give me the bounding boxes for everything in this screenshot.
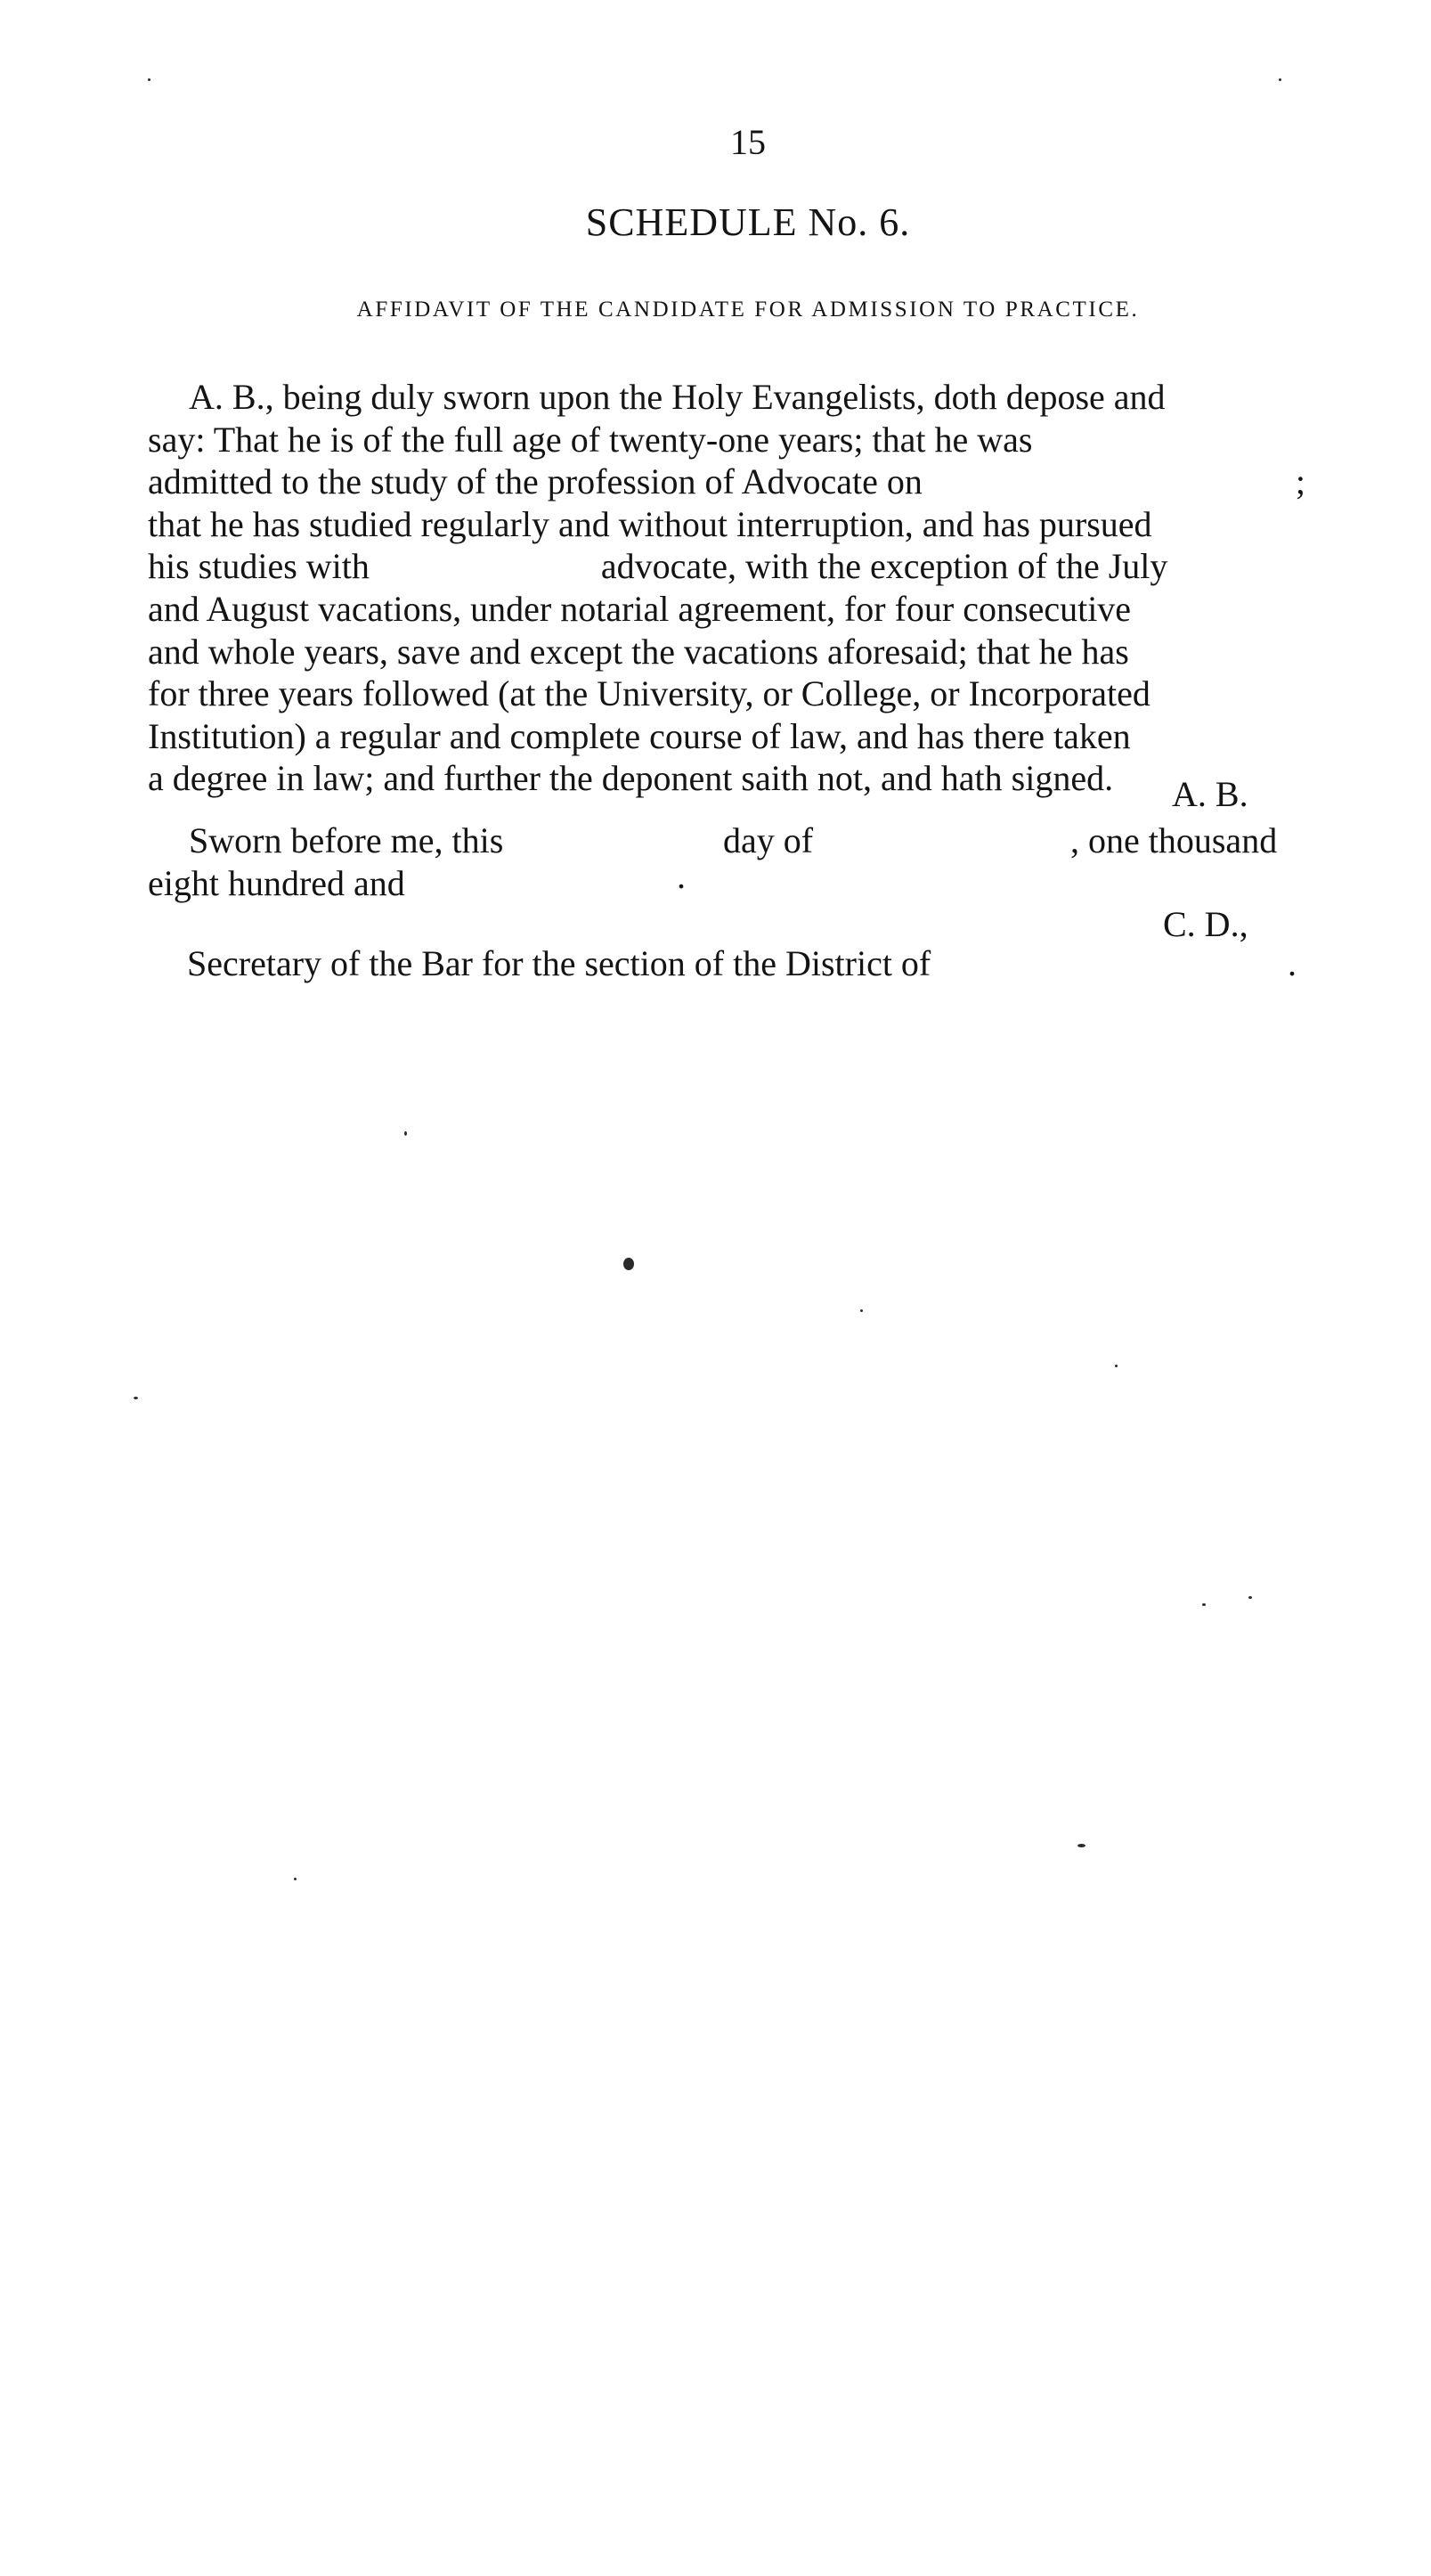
sworn-line: Sworn before me, this day of , one thousand — [189, 820, 1278, 860]
body-line: A. B., being duly sworn upon the Holy Evangelists, doth depose and — [189, 377, 1166, 417]
signer-cd: C. D., — [1163, 904, 1248, 944]
scan-speck — [148, 78, 150, 81]
scan-speck — [1279, 78, 1281, 81]
body-line: admitted to the study of the profession of Advocate on ; — [148, 461, 1305, 502]
affidavit-title: AFFIDAVIT OF THE CANDIDATE FOR ADMISSION TO PRACTICE. — [356, 298, 1140, 322]
secretary-line-end: . — [1288, 943, 1297, 983]
sworn-line: eight hundred and . — [148, 855, 686, 903]
secretary-line: Secretary of the Bar for the section of the District of — [187, 943, 931, 983]
body-line: Institution) a regular and complete course of law, and has there taken — [148, 715, 1131, 756]
body-line: for three years followed (at the University, or College, or Incorporated — [148, 673, 1150, 714]
blank-date-end: ; — [1295, 461, 1305, 502]
sworn-clause — [148, 819, 1305, 904]
scan-speck — [134, 1397, 138, 1399]
signer-ab: A. B. — [1172, 774, 1248, 814]
scan-speck — [404, 1131, 407, 1136]
page-number: 15 — [730, 122, 766, 162]
body-line: and whole years, save and except the vacations aforesaid; that he has — [148, 631, 1129, 672]
body-line: that he has studied regularly and without interruption, and has pursued — [148, 503, 1152, 544]
body-line: a degree in law; and further the deponent saith not, and hath signed. — [148, 758, 1114, 799]
scan-speck — [623, 1258, 634, 1270]
scan-speck — [1077, 1844, 1085, 1847]
scan-speck — [1248, 1596, 1252, 1599]
scan-speck — [1202, 1603, 1206, 1606]
scan-speck — [860, 1309, 863, 1312]
scan-speck — [1115, 1365, 1118, 1367]
scan-speck — [294, 1878, 297, 1880]
affidavit-body — [148, 376, 1305, 800]
body-line: say: That he is of the full age of twenty-one years; that he was — [148, 419, 1033, 460]
body-line: his studies with advocate, with the exception of the July — [148, 546, 1168, 587]
schedule-title: SCHEDULE No. 6. — [585, 200, 911, 244]
body-line: and August vacations, under notarial agreement, for four consecutive — [148, 588, 1132, 629]
